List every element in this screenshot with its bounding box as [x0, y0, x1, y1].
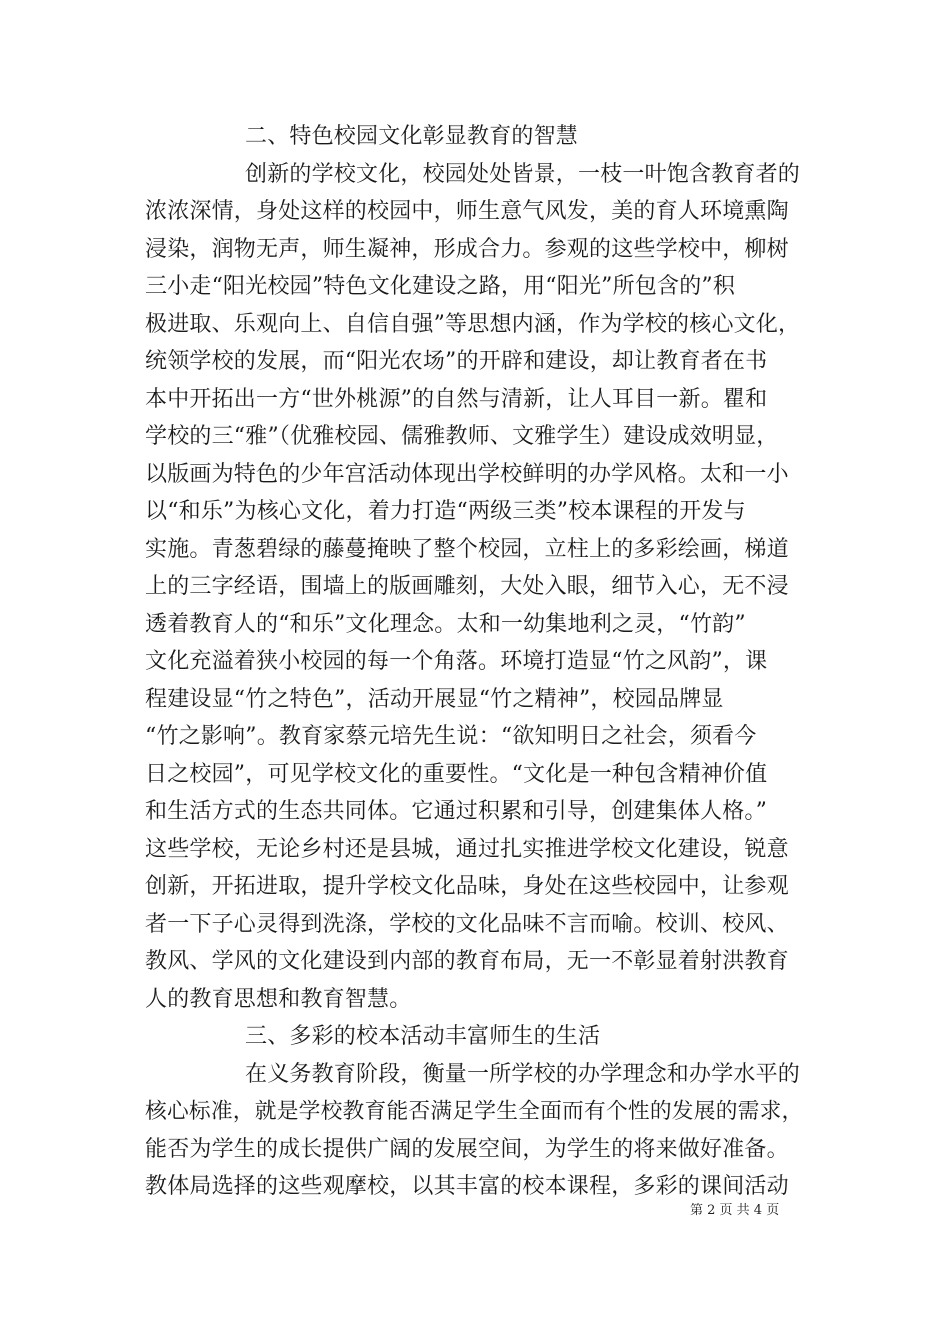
- paragraph-line: 透着教育人的“和乐”文化理念。太和一幼集地利之灵，“竹韵”: [145, 611, 746, 637]
- paragraph-line: 极进取、乐观向上、自信自强”等思想内涵，作为学校的核心文化，: [145, 311, 801, 337]
- paragraph-line: 能否为学生的成长提供广阔的发展空间，为学生的将来做好准备。: [145, 1136, 789, 1162]
- paragraph-line: 上的三字经语，围墙上的版画雕刻，大处入眼，细节入心，无不浸: [145, 574, 789, 599]
- paragraph-line: “竹之影响”。教育家蔡元培先生说：“欲知明日之社会，须看今: [145, 724, 757, 749]
- paragraph-line: 这些学校，无论乡村还是县城，通过扎实推进学校文化建设，锐意: [145, 836, 789, 862]
- paragraph-line: 教体局选择的这些观摩校，以其丰富的校本课程，多彩的课间活动: [145, 1174, 789, 1199]
- paragraph-line: 程建设显“竹之特色”，活动开展显“竹之精神”，校园品牌显: [145, 686, 724, 712]
- paragraph-line: 统领学校的发展，而“阳光农场”的开辟和建设，却让教育者在书: [145, 349, 768, 374]
- paragraph-line: 创新的学校文化，校园处处皆景，一枝一叶饱含教育者的: [245, 161, 801, 187]
- paragraph-line: 浓浓深情，身处这样的校园中，师生意气风发，美的育人环境熏陶: [145, 199, 789, 224]
- paragraph-line: 三小走“阳光校园”特色文化建设之路，用“阳光”所包含的”积: [145, 274, 736, 299]
- paragraph-line: 实施。青葱碧绿的藤蔓掩映了整个校园，立柱上的多彩绘画，梯道: [145, 536, 789, 562]
- paragraph-line: 教风、学风的文化建设到内部的教育布局，无一不彰显着射洪教育: [145, 949, 789, 974]
- paragraph-line: 学校的三“雅”（优雅校园、儒雅教师、文雅学生）建设成效明显，: [145, 424, 779, 449]
- paragraph-line: 和生活方式的生态共同体。它通过积累和引导，创建集体人格。”: [145, 799, 768, 824]
- section-heading: 二、特色校园文化彰显教育的智慧: [245, 124, 579, 149]
- paragraph-line: 者一下子心灵得到洗涤，学校的文化品味不言而喻。校训、校风、: [145, 911, 789, 937]
- paragraph-line: 在义务教育阶段，衡量一所学校的办学理念和办学水平的: [245, 1061, 801, 1087]
- paragraph-line: 文化充溢着狭小校园的每一个角落。环境打造显“竹之风韵”，课: [145, 649, 768, 674]
- paragraph-line: 日之校园”，可见学校文化的重要性。“文化是一种包含精神价值: [145, 761, 768, 787]
- section-heading: 三、多彩的校本活动丰富师生的生活: [245, 1024, 601, 1049]
- paragraph-line: 以“和乐”为核心文化，着力打造“两级三类”校本课程的开发与: [145, 499, 746, 524]
- paragraph-line: 核心标准，就是学校教育能否满足学生全面而有个性的发展的需求，: [145, 1099, 804, 1124]
- document-body: [145, 118, 807, 1206]
- paragraph-line: 人的教育思想和教育智慧。: [145, 986, 412, 1012]
- paragraph-line: 创新，开拓进取，提升学校文化品味，身处在这些校园中，让参观: [145, 874, 789, 899]
- paragraph-line: 以版画为特色的少年宫活动体现出学校鲜明的办学风格。太和一小: [145, 461, 789, 487]
- paragraph-line: 浸染，润物无声，师生凝神，形成合力。参观的这些学校中，柳树: [145, 236, 789, 262]
- paragraph-line: 本中开拓出一方“世外桃源”的自然与清新，让人耳目一新。瞿和: [145, 386, 768, 412]
- page-number: 第 2 页 共 4 页: [690, 1203, 780, 1218]
